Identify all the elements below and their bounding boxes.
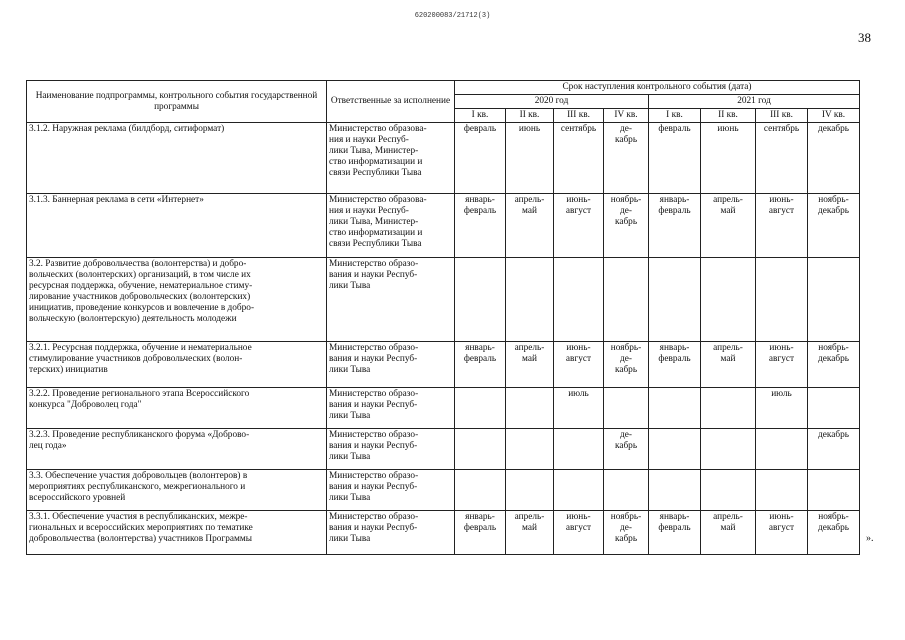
quarter-date-cell: январь- февраль: [455, 194, 506, 258]
page-number: 38: [858, 30, 871, 45]
quarter-date-cell: апрель- май: [506, 194, 554, 258]
quarter-date-cell: декабрь: [808, 429, 860, 470]
header-name: Наименование подпрограммы, контрольного события государственной программы: [27, 81, 327, 123]
quarter-date-cell: ноябрь- де- кабрь: [604, 342, 649, 388]
quarter-date-cell: [604, 258, 649, 342]
quarter-date-cell: июнь- август: [756, 194, 808, 258]
quarter-date-cell: [455, 258, 506, 342]
quarter-date-cell: декабрь: [808, 123, 860, 194]
quarter-date-cell: [701, 258, 756, 342]
header-quarter: I кв.: [455, 109, 506, 123]
quarter-date-cell: апрель- май: [701, 194, 756, 258]
quarter-date-cell: ноябрь- декабрь: [808, 342, 860, 388]
quarter-date-cell: июль: [756, 388, 808, 429]
quarter-date-cell: апрель- май: [701, 511, 756, 555]
responsible-cell: Министерство образо- вания и науки Респуб- лики Тыва: [327, 342, 455, 388]
quarter-date-cell: апрель- май: [506, 511, 554, 555]
quarter-date-cell: январь- февраль: [649, 511, 701, 555]
quarter-date-cell: [808, 258, 860, 342]
quarter-date-cell: ноябрь- декабрь: [808, 194, 860, 258]
quarter-date-cell: [649, 429, 701, 470]
quarter-date-cell: [756, 258, 808, 342]
header-quarter: IV кв.: [604, 109, 649, 123]
quarter-date-cell: [604, 388, 649, 429]
quarter-date-cell: апрель- май: [701, 342, 756, 388]
quarter-date-cell: июнь- август: [756, 511, 808, 555]
quarter-date-cell: [808, 470, 860, 511]
event-name-cell: 3.3. Обеспечение участия добровольцев (волонтеров) в мероприятиях республиканского, межрегионального и всероссийского уровней: [27, 470, 327, 511]
quarter-date-cell: февраль: [455, 123, 506, 194]
event-name-cell: 3.2.2. Проведение регионального этапа Всероссийского конкурса "Доброволец года": [27, 388, 327, 429]
event-name-cell: 3.2.1. Ресурсная поддержка, обучение и нематериальное стимулирование участников добровольческих (волон- терских) инициатив: [27, 342, 327, 388]
quarter-date-cell: сентябрь: [554, 123, 604, 194]
quarter-date-cell: [506, 470, 554, 511]
quarter-date-cell: [649, 388, 701, 429]
quarter-date-cell: [554, 429, 604, 470]
header-quarter: III кв.: [756, 109, 808, 123]
schedule-table: [26, 80, 860, 555]
quarter-date-cell: [604, 470, 649, 511]
event-name-cell: 3.2.3. Проведение республиканского форума «Доброво- лец года»: [27, 429, 327, 470]
responsible-cell: Министерство образо- вания и науки Респуб- лики Тыва: [327, 470, 455, 511]
table-row: [27, 123, 860, 194]
header-quarter: III кв.: [554, 109, 604, 123]
quarter-date-cell: январь- февраль: [455, 342, 506, 388]
table-row: [27, 429, 860, 470]
quarter-date-cell: [554, 470, 604, 511]
closing-quote: ».: [866, 533, 874, 544]
quarter-date-cell: июль: [554, 388, 604, 429]
header-quarter: II кв.: [506, 109, 554, 123]
quarter-date-cell: [701, 388, 756, 429]
quarter-date-cell: [756, 429, 808, 470]
quarter-date-cell: [455, 429, 506, 470]
quarter-date-cell: сентябрь: [756, 123, 808, 194]
table-row: [27, 388, 860, 429]
quarter-date-cell: февраль: [649, 123, 701, 194]
quarter-date-cell: [554, 258, 604, 342]
quarter-date-cell: [756, 470, 808, 511]
event-name-cell: 3.3.1. Обеспечение участия в республиканских, межре- гиональных и всероссийских мероприятиях по тематике добровольчества (волонтерства) участников Программы: [27, 511, 327, 555]
table-row: [27, 511, 860, 555]
responsible-cell: Министерство образова- ния и науки Респуб- лики Тыва, Министер- ство информатизации и связи Республики Тыва: [327, 123, 455, 194]
quarter-date-cell: июнь- август: [554, 342, 604, 388]
header-responsible: Ответственные за исполнение: [327, 81, 455, 123]
quarter-date-cell: июнь: [506, 123, 554, 194]
header-deadline: Срок наступления контрольного события (дата): [455, 81, 860, 95]
quarter-date-cell: [649, 470, 701, 511]
responsible-cell: Министерство образо- вания и науки Респуб- лики Тыва: [327, 429, 455, 470]
quarter-date-cell: [701, 429, 756, 470]
quarter-date-cell: июнь: [701, 123, 756, 194]
header-quarter: II кв.: [701, 109, 756, 123]
quarter-date-cell: январь- февраль: [455, 511, 506, 555]
quarter-date-cell: [701, 470, 756, 511]
quarter-date-cell: [808, 388, 860, 429]
table-row: [27, 470, 860, 511]
responsible-cell: Министерство образова- ния и науки Респуб- лики Тыва, Министер- ство информатизации и связи Республики Тыва: [327, 194, 455, 258]
quarter-date-cell: ноябрь- де- кабрь: [604, 511, 649, 555]
document-id: 620200083/21712(3): [414, 12, 491, 20]
quarter-date-cell: [649, 258, 701, 342]
table-row: [27, 342, 860, 388]
quarter-date-cell: июнь- август: [756, 342, 808, 388]
quarter-date-cell: де- кабрь: [604, 123, 649, 194]
event-name-cell: 3.1.3. Баннерная реклама в сети «Интернет»: [27, 194, 327, 258]
quarter-date-cell: июнь- август: [554, 511, 604, 555]
header-quarter: IV кв.: [808, 109, 860, 123]
quarter-date-cell: [506, 388, 554, 429]
header-quarter: I кв.: [649, 109, 701, 123]
quarter-date-cell: ноябрь- де- кабрь: [604, 194, 649, 258]
responsible-cell: Министерство образо- вания и науки Респуб- лики Тыва: [327, 388, 455, 429]
table-body: [27, 123, 860, 555]
table-row: [27, 258, 860, 342]
quarter-date-cell: апрель- май: [506, 342, 554, 388]
quarter-date-cell: [506, 429, 554, 470]
event-name-cell: 3.2. Развитие добровольчества (волонтерства) и добро- вольческих (волонтерских) организаций, в том числе их ресурсная поддержка, обучение, нематериальное стиму- лирование участников добровольческих (волонтерских) инициатив, проведение конкурсов и вовлечение в добро- вольческую (волонтерскую) деятельность молодежи: [27, 258, 327, 342]
header-year-2021: 2021 год: [649, 95, 860, 109]
quarter-date-cell: январь- февраль: [649, 194, 701, 258]
quarter-date-cell: ноябрь- декабрь: [808, 511, 860, 555]
quarter-date-cell: [506, 258, 554, 342]
responsible-cell: Министерство образо- вания и науки Респуб- лики Тыва: [327, 511, 455, 555]
quarter-date-cell: июнь- август: [554, 194, 604, 258]
header-year-2020: 2020 год: [455, 95, 649, 109]
event-name-cell: 3.1.2. Наружная реклама (билдборд, ситиформат): [27, 123, 327, 194]
table-row: [27, 194, 860, 258]
quarter-date-cell: [455, 388, 506, 429]
quarter-date-cell: [455, 470, 506, 511]
quarter-date-cell: январь- февраль: [649, 342, 701, 388]
quarter-date-cell: де- кабрь: [604, 429, 649, 470]
responsible-cell: Министерство образо- вания и науки Респуб- лики Тыва: [327, 258, 455, 342]
